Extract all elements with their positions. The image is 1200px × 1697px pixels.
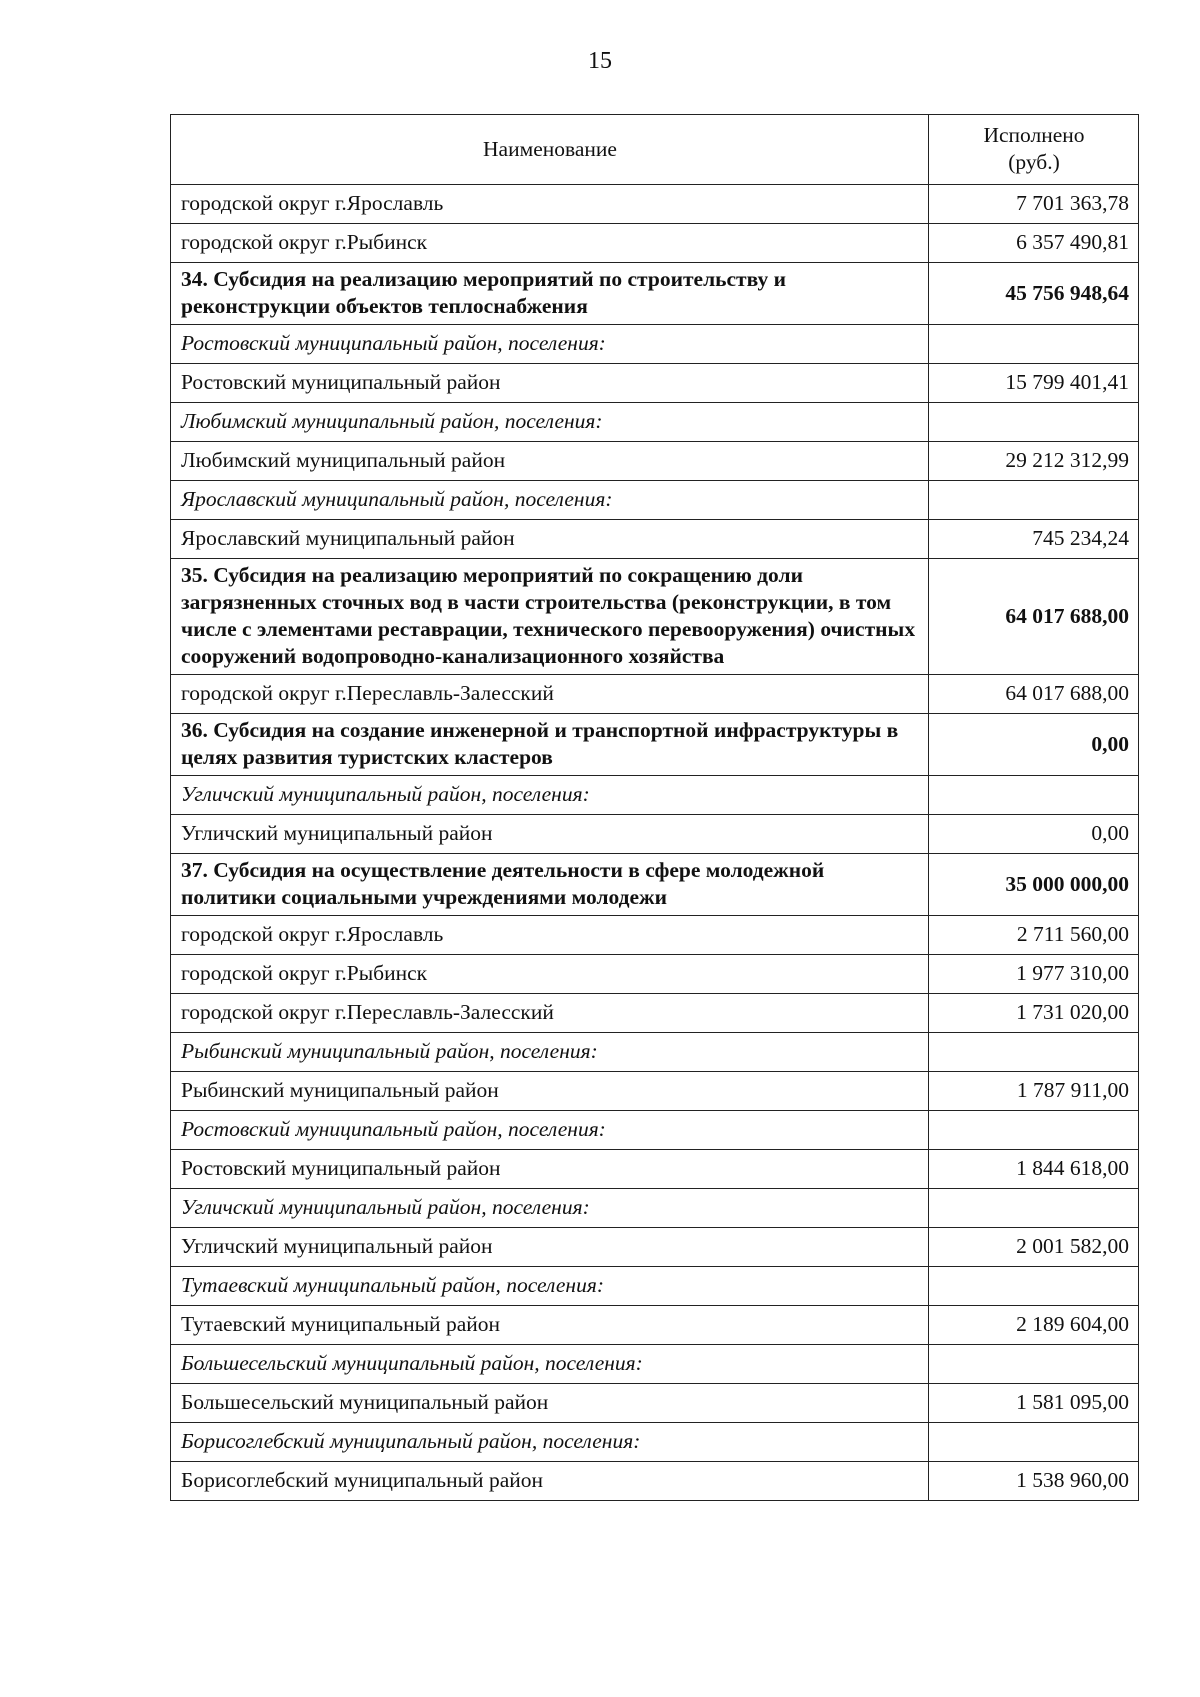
district-group-label: Борисоглебский муниципальный район, поселения: [171,1423,929,1462]
table-row [171,185,1139,224]
subsidy-row [171,854,1139,916]
subsidy-total: 45 756 948,64 [929,263,1139,325]
district-group-row [171,1423,1139,1462]
district-group-row [171,481,1139,520]
column-header-name: Наименование [171,115,929,185]
recipient-name: Любимский муниципальный район [171,442,929,481]
recipient-name: городской округ г.Рыбинск [171,955,929,994]
subsidy-row [171,714,1139,776]
recipient-name: городской округ г.Ярославль [171,185,929,224]
subsidy-title: 36. Субсидия на создание инженерной и транспортной инфраструктуры в целях развития туристских кластеров [171,714,929,776]
subsidy-total: 64 017 688,00 [929,559,1139,675]
recipient-name: Ростовский муниципальный район [171,1150,929,1189]
recipient-name: городской округ г.Переславль-Залесский [171,675,929,714]
executed-amount [929,1189,1139,1228]
executed-amount: 1 977 310,00 [929,955,1139,994]
table-row [171,1072,1139,1111]
district-group-label: Угличский муниципальный район, поселения: [171,776,929,815]
recipient-name: Большесельский муниципальный район [171,1384,929,1423]
subsidy-title: 35. Субсидия на реализацию мероприятий по сокращению доли загрязненных сточных вод в части строительства (реконструкции, в том числе с элементами реставрации, технического перевооружения) очистных сооружений водопроводно-канализационного хозяйства [171,559,929,675]
district-group-label: Ростовский муниципальный район, поселения: [171,1111,929,1150]
executed-amount: 745 234,24 [929,520,1139,559]
executed-amount: 0,00 [929,815,1139,854]
executed-amount: 15 799 401,41 [929,364,1139,403]
subsidy-total: 0,00 [929,714,1139,776]
recipient-name: городской округ г.Ярославль [171,916,929,955]
table-row [171,955,1139,994]
executed-amount [929,403,1139,442]
table-row [171,1462,1139,1501]
district-group-row [171,1267,1139,1306]
table-body [171,185,1139,1501]
district-group-row [171,325,1139,364]
column-header-value: Исполнено (руб.) [929,115,1139,185]
table-row [171,1384,1139,1423]
table-row [171,994,1139,1033]
district-group-row [171,403,1139,442]
recipient-name: Ярославский муниципальный район [171,520,929,559]
recipient-name: Тутаевский муниципальный район [171,1306,929,1345]
executed-amount: 1 538 960,00 [929,1462,1139,1501]
executed-amount [929,1111,1139,1150]
executed-amount: 2 711 560,00 [929,916,1139,955]
subsidy-total: 35 000 000,00 [929,854,1139,916]
table-row [171,442,1139,481]
executed-amount [929,1423,1139,1462]
recipient-name: городской округ г.Переславль-Залесский [171,994,929,1033]
executed-amount: 7 701 363,78 [929,185,1139,224]
subsidy-row [171,559,1139,675]
district-group-row [171,1033,1139,1072]
table-header-row [171,115,1139,185]
executed-amount: 2 189 604,00 [929,1306,1139,1345]
district-group-label: Угличский муниципальный район, поселения: [171,1189,929,1228]
district-group-label: Большесельский муниципальный район, поселения: [171,1345,929,1384]
table-row [171,520,1139,559]
district-group-label: Тутаевский муниципальный район, поселения: [171,1267,929,1306]
table-row [171,224,1139,263]
recipient-name: Ростовский муниципальный район [171,364,929,403]
recipient-name: Угличский муниципальный район [171,1228,929,1267]
table-row [171,364,1139,403]
table-row [171,675,1139,714]
subsidy-title: 37. Субсидия на осуществление деятельности в сфере молодежной политики социальными учреждениями молодежи [171,854,929,916]
recipient-name: городской округ г.Рыбинск [171,224,929,263]
executed-amount: 1 787 911,00 [929,1072,1139,1111]
table-row [171,1306,1139,1345]
table-row [171,1228,1139,1267]
district-group-row [171,1111,1139,1150]
executed-amount: 2 001 582,00 [929,1228,1139,1267]
table-row [171,916,1139,955]
district-group-row [171,1189,1139,1228]
executed-amount: 1 581 095,00 [929,1384,1139,1423]
district-group-label: Ярославский муниципальный район, поселения: [171,481,929,520]
table-row [171,815,1139,854]
executed-amount [929,776,1139,815]
district-group-label: Ростовский муниципальный район, поселения: [171,325,929,364]
executed-amount [929,1267,1139,1306]
executed-amount: 1 844 618,00 [929,1150,1139,1189]
executed-amount [929,325,1139,364]
district-group-label: Любимский муниципальный район, поселения: [171,403,929,442]
district-group-row [171,1345,1139,1384]
recipient-name: Рыбинский муниципальный район [171,1072,929,1111]
page-number: 15 [588,48,612,74]
subsidy-row [171,263,1139,325]
recipient-name: Угличский муниципальный район [171,815,929,854]
executed-amount [929,481,1139,520]
executed-amount: 29 212 312,99 [929,442,1139,481]
recipient-name: Борисоглебский муниципальный район [171,1462,929,1501]
executed-amount: 1 731 020,00 [929,994,1139,1033]
executed-amount [929,1345,1139,1384]
execution-table [170,114,1139,1501]
district-group-label: Рыбинский муниципальный район, поселения: [171,1033,929,1072]
executed-amount [929,1033,1139,1072]
table-row [171,1150,1139,1189]
subsidy-title: 34. Субсидия на реализацию мероприятий по строительству и реконструкции объектов теплоснабжения [171,263,929,325]
executed-amount: 6 357 490,81 [929,224,1139,263]
district-group-row [171,776,1139,815]
executed-amount: 64 017 688,00 [929,675,1139,714]
